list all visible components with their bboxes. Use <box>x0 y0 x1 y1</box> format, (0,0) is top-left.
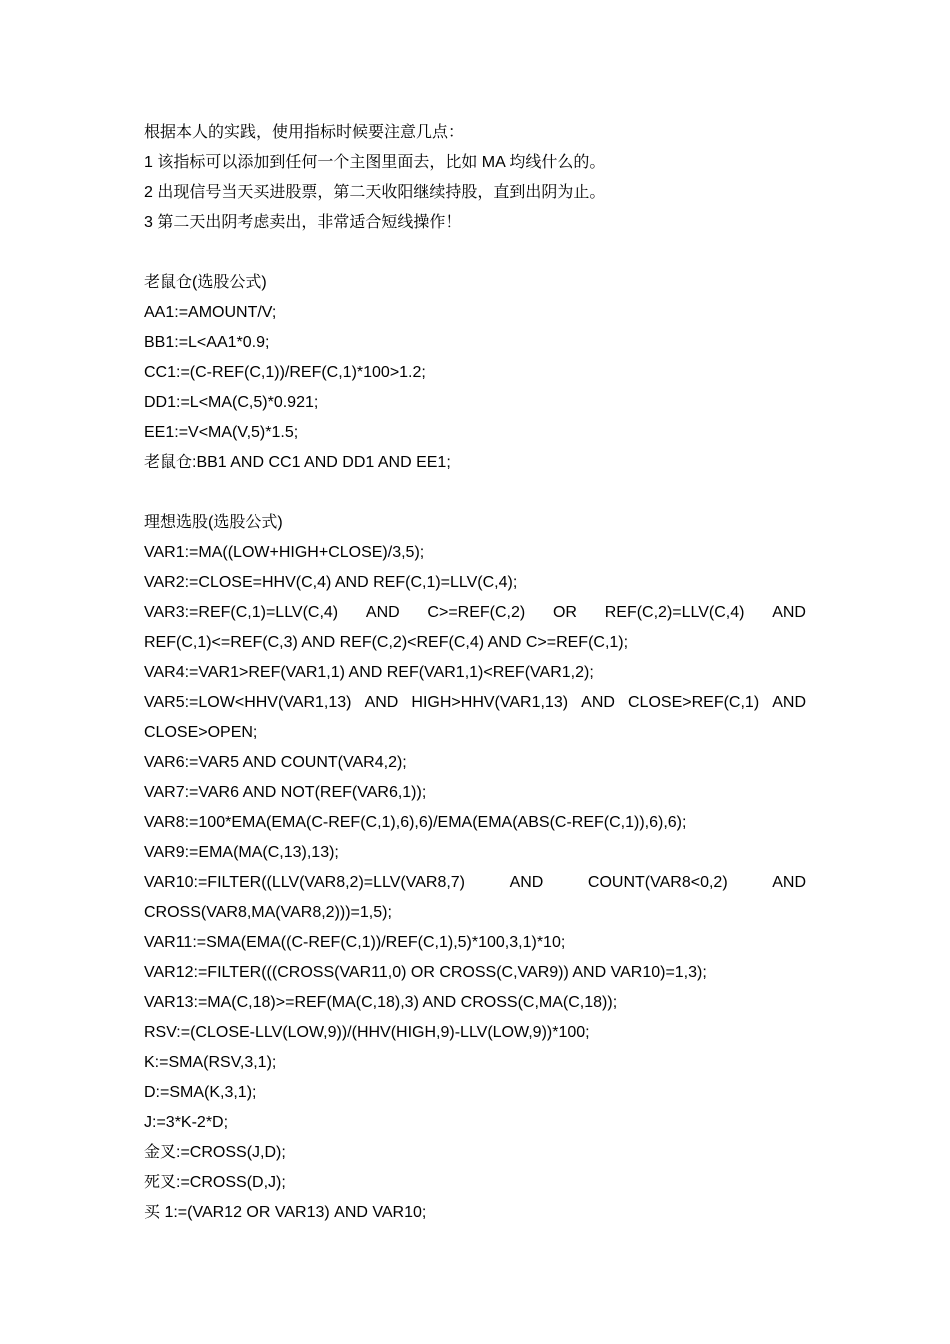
formula2-var6: VAR6:=VAR5 AND COUNT(VAR4,2); <box>144 754 407 771</box>
formula-token: AND <box>364 694 399 711</box>
formula-token: CLOSE>REF(C,1) <box>628 694 760 711</box>
formula2-var10-line2: CROSS(VAR8,MA(VAR8,2)))=1,5); <box>144 904 392 921</box>
formula2-var4: VAR4:=VAR1>REF(VAR1,1) AND REF(VAR1,1)<REF(VAR1,2); <box>144 664 594 681</box>
formula2-var2: VAR2:=CLOSE=HHV(C,4) AND REF(C,1)=LLV(C,4); <box>144 574 518 591</box>
formula-token: C>=REF(C,2) <box>427 604 526 621</box>
spacer <box>144 478 806 508</box>
intro-heading: 根据本人的实践，使用指标时候要注意几点： <box>144 124 465 141</box>
formula2-var5-line2: CLOSE>OPEN; <box>144 724 258 741</box>
formula-token: AND <box>581 694 615 711</box>
formula-token: AND <box>772 604 806 621</box>
formula2-d: D:=SMA(K,3,1); <box>144 1084 257 1101</box>
formula2-var7: VAR7:=VAR6 AND NOT(REF(VAR6,1)); <box>144 784 427 801</box>
formula2-var13: VAR13:=MA(C,18)>=REF(MA(C,18),3) AND CROSS(C,MA(C,18)); <box>144 994 618 1011</box>
formula1-line-aa1: AA1:=AMOUNT/V; <box>144 304 277 321</box>
formula-token: AND <box>365 604 400 621</box>
formula2-golden-cross: 金叉:=CROSS(J,D); <box>144 1144 286 1161</box>
formula-token: AND <box>772 874 806 891</box>
document-page <box>144 118 806 1228</box>
formula2-var3-line1 <box>144 598 806 628</box>
formula2-var5-line1 <box>144 688 806 718</box>
intro-point-3: 3 第二天出阴考虑卖出，非常适合短线操作！ <box>144 214 462 231</box>
formula1-line-dd1: DD1:=L<MA(C,5)*0.921; <box>144 394 319 411</box>
formula1-line-cc1: CC1:=(C-REF(C,1))/REF(C,1)*100>1.2; <box>144 364 426 381</box>
formula2-var10-line1 <box>144 868 806 898</box>
formula2-var9: VAR9:=EMA(MA(C,13),13); <box>144 844 339 861</box>
spacer <box>144 238 806 268</box>
formula1-line-bb1: BB1:=L<AA1*0.9; <box>144 334 270 351</box>
formula-token: REF(C,2)=LLV(C,4) <box>604 604 745 621</box>
formula2-var11: VAR11:=SMA(EMA((C-REF(C,1))/REF(C,1),5)*100,3,1)*10; <box>144 934 566 951</box>
formula-token: AND <box>509 874 544 891</box>
formula2-buy1: 买 1:=(VAR12 OR VAR13) AND VAR10; <box>144 1204 427 1221</box>
formula1-line-ee1: EE1:=V<MA(V,5)*1.5; <box>144 424 299 441</box>
formula-token: AND <box>772 694 806 711</box>
formula2-var8: VAR8:=100*EMA(EMA(C-REF(C,1),6),6)/EMA(EMA(ABS(C-REF(C,1)),6),6); <box>144 814 687 831</box>
formula2-rsv: RSV:=(CLOSE-LLV(LOW,9))/(HHV(HIGH,9)-LLV(LOW,9))*100; <box>144 1024 590 1041</box>
formula-token: VAR5:=LOW<HHV(VAR1,13) <box>144 694 352 711</box>
formula1-title: 老鼠仓(选股公式) <box>144 274 267 291</box>
formula-token: VAR10:=FILTER((LLV(VAR8,2)=LLV(VAR8,7) <box>144 874 466 891</box>
formula2-k: K:=SMA(RSV,3,1); <box>144 1054 277 1071</box>
intro-point-1: 1 该指标可以添加到任何一个主图里面去，比如 MA 均线什么的。 <box>144 154 606 171</box>
formula2-var3-line2: REF(C,1)<=REF(C,3) AND REF(C,2)<REF(C,4) AND C>=REF(C,1); <box>144 634 629 651</box>
formula2-var1: VAR1:=MA((LOW+HIGH+CLOSE)/3,5); <box>144 544 425 561</box>
formula2-title: 理想选股(选股公式) <box>144 514 283 531</box>
formula2-j: J:=3*K-2*D; <box>144 1114 229 1131</box>
formula1-line-result: 老鼠仓:BB1 AND CC1 AND DD1 AND EE1; <box>144 454 451 471</box>
formula-token: OR <box>552 604 577 621</box>
formula-token: VAR3:=REF(C,1)=LLV(C,4) <box>144 604 339 621</box>
formula2-var12: VAR12:=FILTER(((CROSS(VAR11,0) OR CROSS(C,VAR9)) AND VAR10)=1,3); <box>144 964 707 981</box>
formula-token: HIGH>HHV(VAR1,13) <box>411 694 569 711</box>
formula-token: COUNT(VAR8<0,2) <box>587 874 728 891</box>
formula2-death-cross: 死叉:=CROSS(D,J); <box>144 1174 286 1191</box>
intro-point-2: 2 出现信号当天买进股票，第二天收阳继续持股，直到出阴为止。 <box>144 184 606 201</box>
